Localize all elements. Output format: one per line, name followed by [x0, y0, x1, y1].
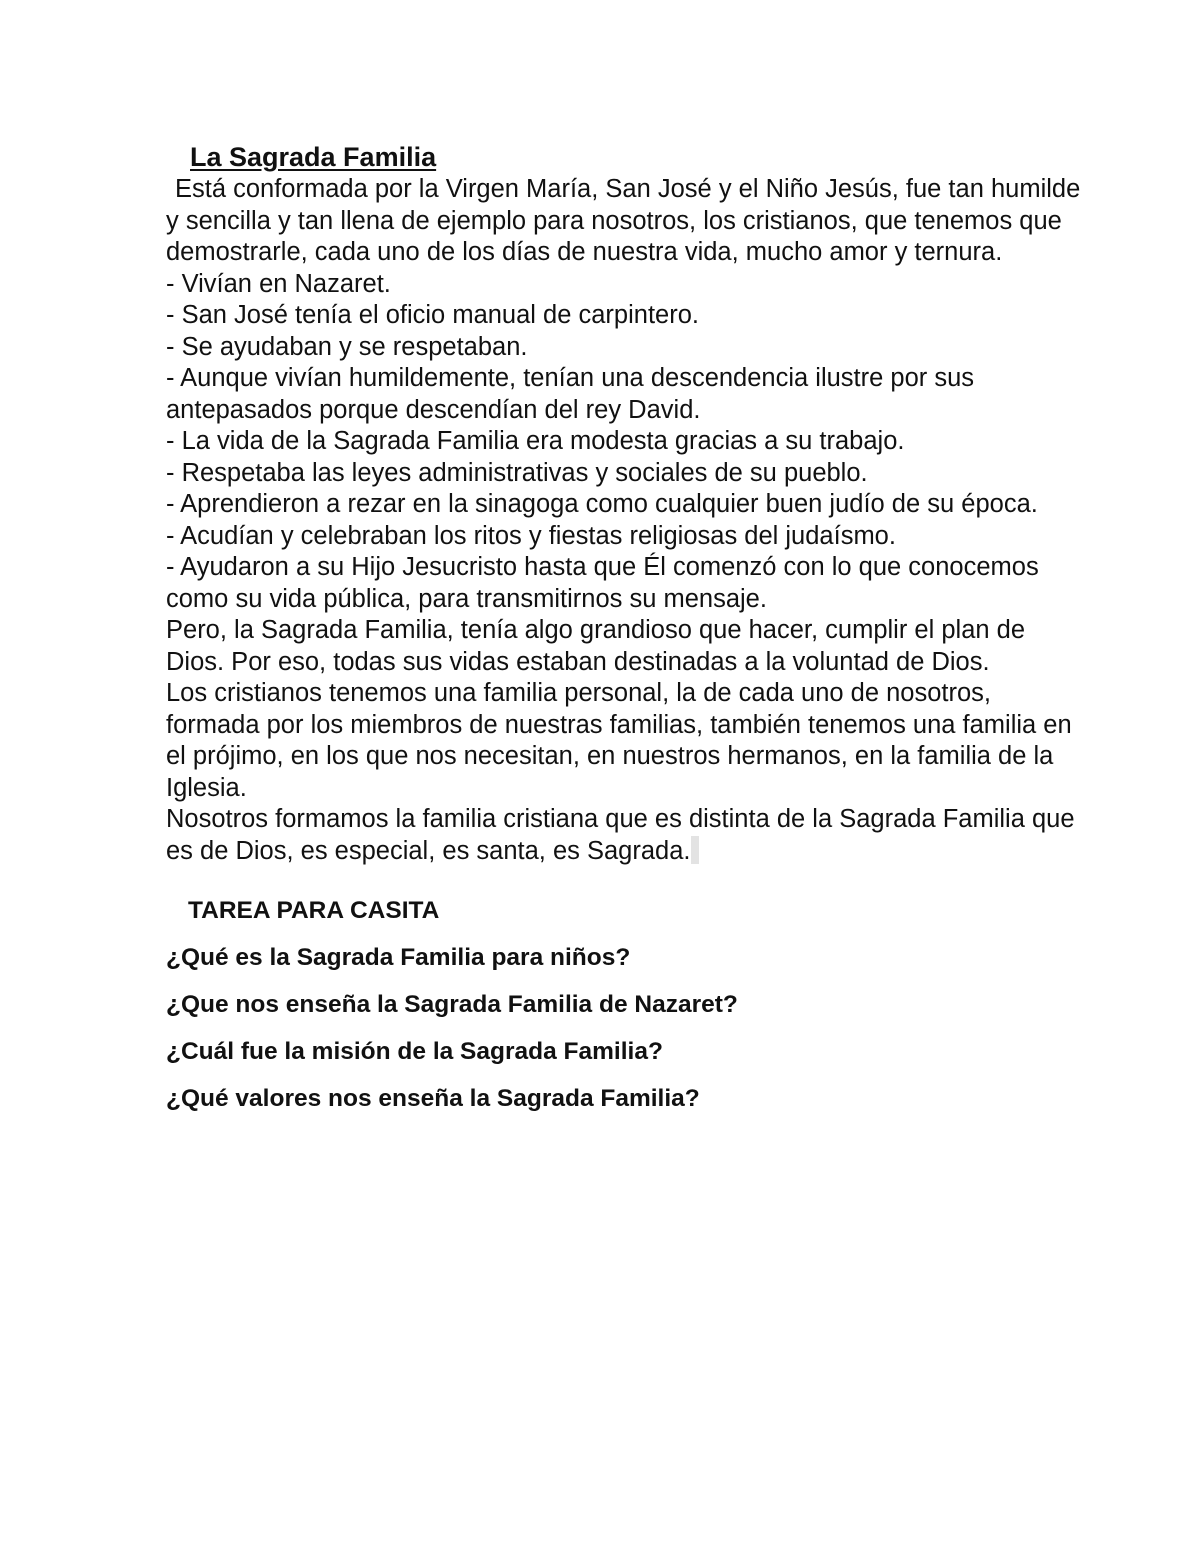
question-list	[166, 943, 1086, 1114]
bullet-point: - Se ayudaban y se respetaban.	[166, 332, 528, 361]
bullet-point: - La vida de la Sagrada Familia era modesta gracias a su trabajo.	[166, 427, 905, 455]
bullet-point: - Respetaba las leyes administrativas y sociales de su pueblo.	[166, 458, 868, 487]
bullet-point: - San José tenía el oficio manual de carpintero.	[166, 301, 699, 329]
text-cursor-highlight	[691, 836, 699, 864]
homework-heading: TAREA PARA CASITA	[188, 897, 440, 924]
closing-paragraph-text: Nosotros formamos la familia cristiana que es distinta de la Sagrada Familia que es de Dios, es especial, es santa, es Sagrada.	[166, 805, 1075, 865]
bullet-point: - Vivían en Nazaret.	[166, 269, 391, 298]
intro-paragraph: Está conformada por la Virgen María, San José y el Niño Jesús, fue tan humilde y sencilla y tan llena de ejemplo para nosotros, los cristianos, que tenemos que demostrarle, cada uno de los días de nuestra vida, mucho amor y ternura.	[166, 175, 1081, 266]
closing-paragraph	[166, 804, 1086, 867]
body-paragraph: Los cristianos tenemos una familia personal, la de cada uno de nosotros, formada por los miembros de nuestras familias, también tenemos una familia en el prójimo, en los que nos necesitan, en nuestros hermanos, en la familia de la Iglesia.	[166, 679, 1072, 802]
bullet-point: - Ayudaron a su Hijo Jesucristo hasta que Él comenzó con lo que conocemos como su vida pública, para transmitirnos su mensaje.	[166, 553, 1039, 613]
question-item: ¿Qué es la Sagrada Familia para niños?	[166, 944, 631, 971]
question-item: ¿Cuál fue la misión de la Sagrada Familia?	[166, 1038, 663, 1065]
question-item: ¿Que nos enseña la Sagrada Familia de Nazaret?	[166, 991, 738, 1018]
document-title: La Sagrada Familia	[190, 142, 437, 172]
body-paragraph: Pero, la Sagrada Familia, tenía algo grandioso que hacer, cumplir el plan de Dios. Por eso, todas sus vidas estaban destinadas a la voluntad de Dios.	[166, 616, 1026, 676]
bullet-point: - Aunque vivían humildemente, tenían una descendencia ilustre por sus antepasados porque descendían del rey David.	[166, 364, 975, 424]
document-body	[166, 174, 1086, 867]
question-item: ¿Qué valores nos enseña la Sagrada Familia?	[166, 1085, 700, 1112]
bullet-point: - Acudían y celebraban los ritos y fiestas religiosas del judaísmo.	[166, 521, 896, 550]
bullet-point: - Aprendieron a rezar en la sinagoga como cualquier buen judío de su época.	[166, 490, 1038, 518]
document-page	[166, 140, 1086, 1114]
